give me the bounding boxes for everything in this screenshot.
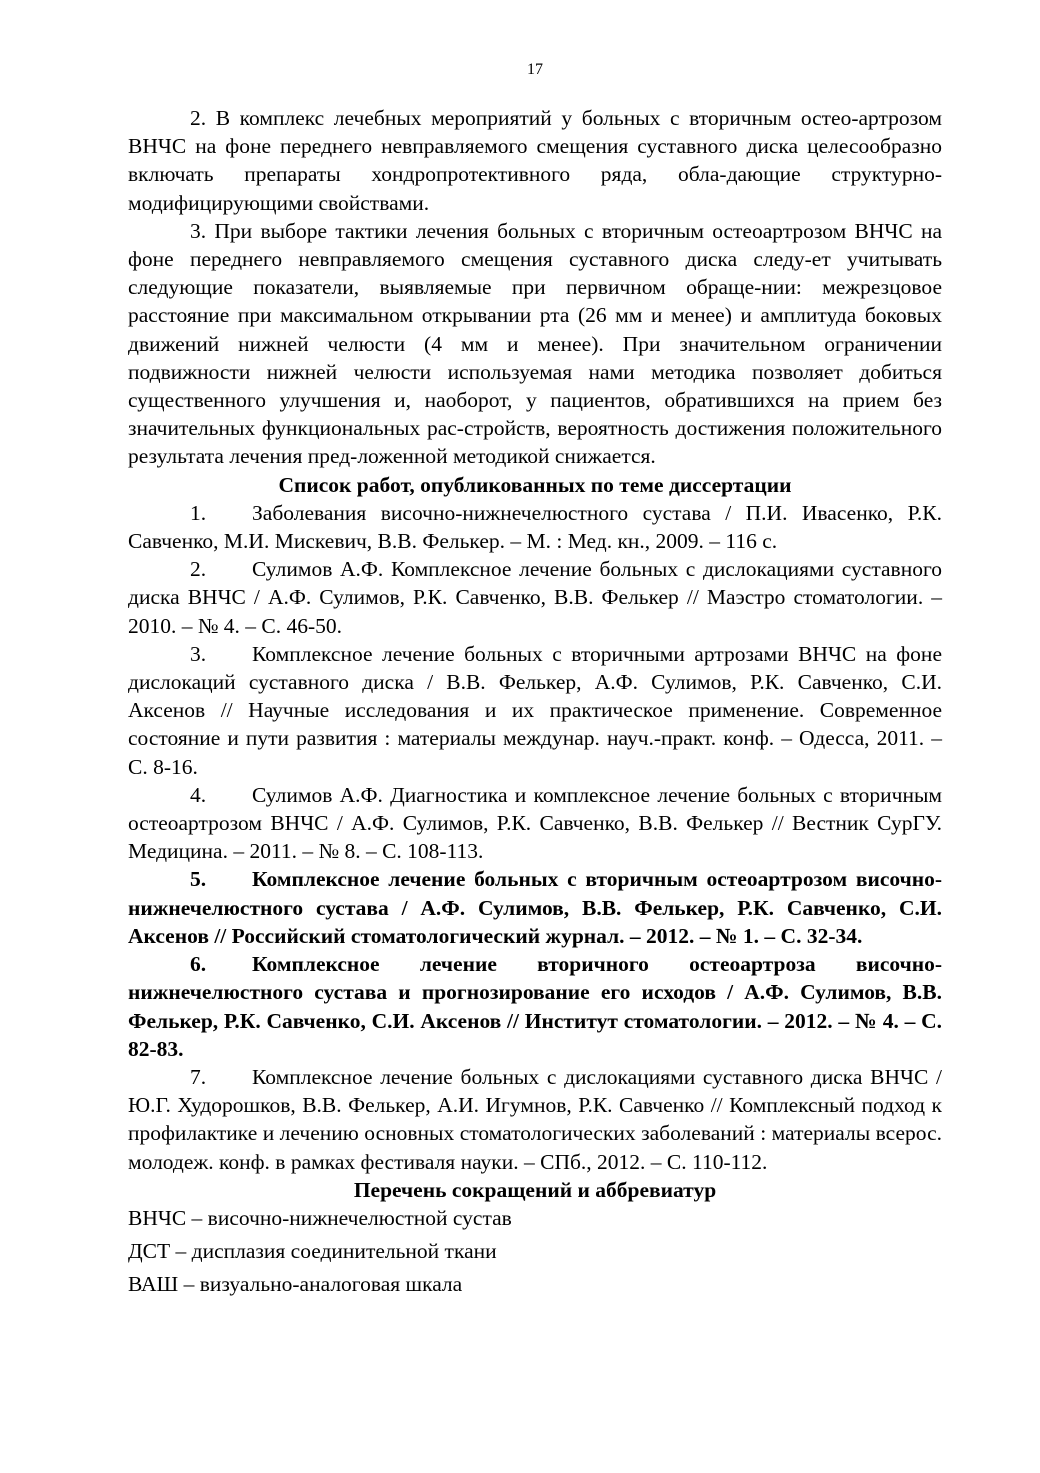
abbreviation-item: ДСТ – дисплазия соединительной ткани: [128, 1239, 497, 1264]
publication-number: 2.: [190, 557, 207, 582]
publications-heading: Список работ, опубликованных по теме диссертации: [278, 472, 792, 497]
abbreviation-item: ВАШ – визуально-аналоговая шкала: [128, 1272, 463, 1297]
publication-number: 5.: [190, 867, 207, 892]
publication-item: [128, 1063, 942, 1176]
publication-text: Сулимов А.Ф. Комплексное лечение больных с дислокациями суставного диска ВНЧС / А.Ф. Сулимов, Р.К. Савченко, В.В. Фелькер // Маэстро стоматологии. – 2010. – № 4. – С. 46-50.: [128, 557, 942, 638]
page-number: 17: [527, 61, 543, 78]
body-text: [128, 104, 942, 1304]
paragraph-conclusion-2: 2. В комплекс лечебных мероприятий у больных с вторичным остео-артрозом ВНЧС на фоне переднего невправляемого смещения суставного диска целесообразно включать препараты хондропротективного ряда, обла-дающие структурно-модифицирующими свойствами.: [128, 106, 942, 215]
publication-text: Комплексное лечение вторичного остеоартроза височно-нижнечелюстного сустава и прогнозирование его исходов / А.Ф. Сулимов, В.В. Фелькер, Р.К. Савченко, С.И. Аксенов // Институт стоматологии. – 2012. – № 4. – С. 82-83.: [128, 952, 942, 1061]
publication-item: [128, 865, 942, 950]
publication-text: Сулимов А.Ф. Диагностика и комплексное лечение больных с вторичным остеоартрозом ВНЧС / А.Ф. Сулимов, Р.К. Савченко, В.В. Фелькер // Вестник СурГУ. Медицина. – 2011. – № 8. – С. 108-113.: [128, 782, 942, 864]
publication-number: 7.: [190, 1064, 207, 1089]
publication-number: 4.: [190, 782, 207, 807]
publication-number: 6.: [190, 952, 207, 977]
publication-text: Комплексное лечение больных с вторичным остеоартрозом височно-нижнечелюстного сустава / А.Ф. Сулимов, В.В. Фелькер, Р.К. Савченко, С.И. Аксенов // Российский стоматологический журнал. – 2012. – № 1. – С. 32-34.: [128, 867, 942, 948]
publication-text: Комплексное лечение больных с дислокациями суставного диска ВНЧС / Ю.Г. Худорошков, В.В. Фелькер, А.И. Игумнов, Р.К. Савченко // Комплексный подход к профилактике и лечению основных стоматологических заболеваний : материалы всерос. молодеж. конф. в рамках фестиваля науки. – СПб., 2012. – С. 110-112.: [128, 1064, 942, 1174]
abbreviation-item: ВНЧС – височно-нижнечелюстной сустав: [128, 1205, 512, 1230]
publication-item: [128, 781, 942, 866]
publication-text: Заболевания височно-нижнечелюстного сустава / П.И. Ивасенко, Р.К. Савченко, М.И. Мискевич, В.В. Фелькер. – М. : Мед. кн., 2009. – 116 с.: [128, 500, 942, 554]
paragraph-conclusion-3: 3. При выборе тактики лечения больных с вторичным остеоартрозом ВНЧС на фоне переднего невправляемого смещения суставного диска следу-ет учитывать следующие показатели, выявляемые при первичном обраще-нии: межрезцовое расстояние при максимальном открывании рта (26 мм и менее) и амплитуда боковых движений нижней челюсти (4 мм и менее). При значительном ограничении подвижности нижней челюсти используемая нами методика позволяет добиться существенного улучшения и, наоборот, у пациентов, обратившихся на прием без значительных функциональных рас-стройств, вероятность достижения положительного результата лечения пред-ложенной методикой снижается.: [128, 218, 942, 469]
publication-item: [128, 555, 942, 640]
publication-number: 1.: [190, 500, 207, 525]
abbreviations-heading: Перечень сокращений и аббревиатур: [353, 1177, 717, 1202]
publication-item: [128, 499, 942, 555]
publication-number: 3.: [190, 641, 207, 666]
publication-item: [128, 640, 942, 781]
publication-text: Комплексное лечение больных с вторичными артрозами ВНЧС на фоне дислокаций суставного диска / В.В. Фелькер, А.Ф. Сулимов, Р.К. Савченко, С.И. Аксенов // Научные исследования и их практическое применение. Современное состояние и пути развития : материалы междунар. науч.-практ. конф. – Одесса, 2011. – С. 8-16.: [128, 641, 942, 779]
publication-item: [128, 950, 942, 1063]
